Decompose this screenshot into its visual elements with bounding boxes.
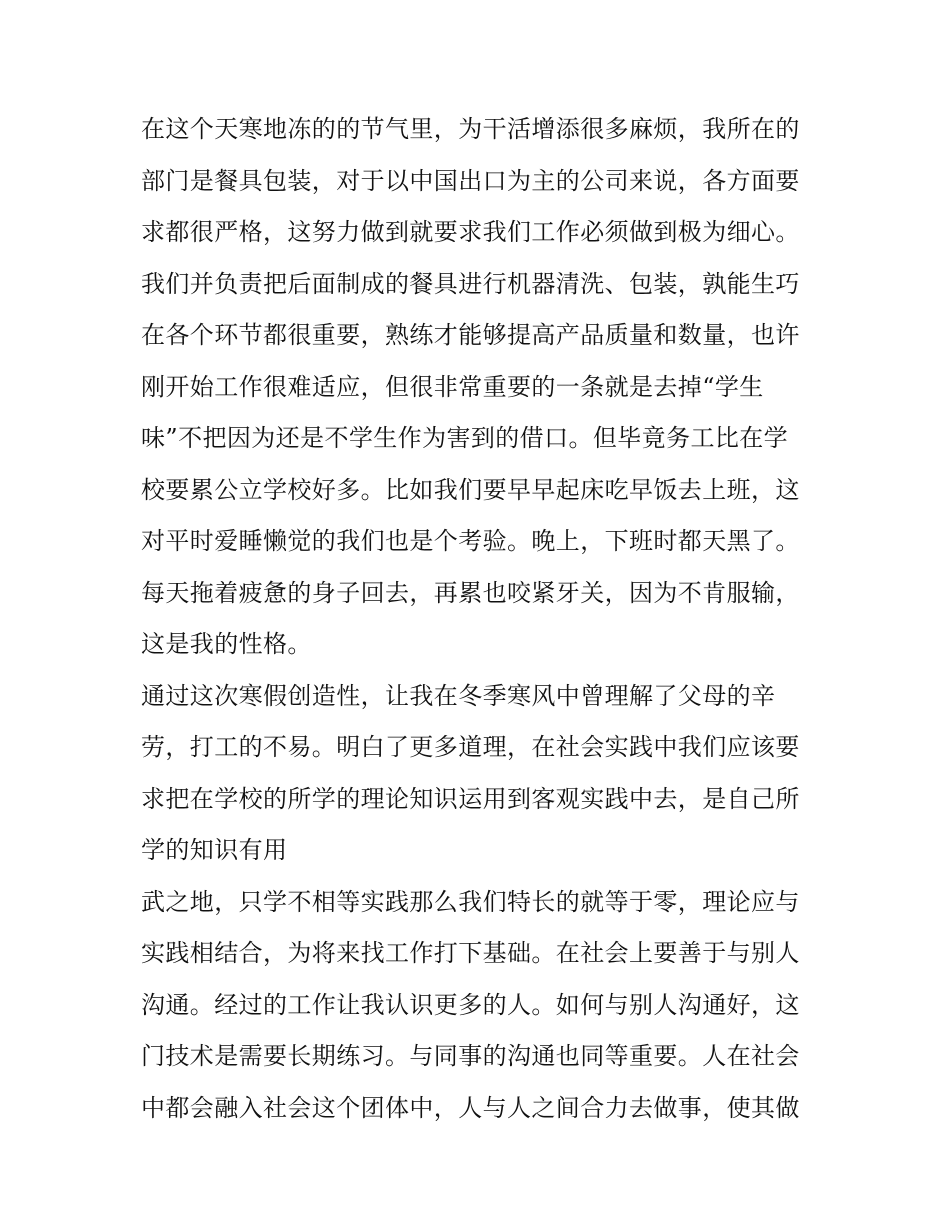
body-text: [141, 104, 821, 1134]
text-line: 刚开始工作很难适应，但很非常重要的一条就是去掉“学生: [141, 372, 764, 401]
text-line: 这是我的性格。: [141, 630, 312, 658]
text-line: 对平时爱睡懒觉的我们也是个考验。晚上，下班时都天黑了。: [141, 527, 800, 555]
text-line: 每天拖着疲惫的身子回去，再累也咬紧牙关，因为不肯服输，: [141, 578, 800, 607]
text-line: 味”不把因为还是不学生作为害到的借口。但毕竟务工比在学: [141, 424, 789, 452]
text-line: 在各个环节都很重要，熟练才能够提高产品质量和数量，也许: [141, 321, 800, 349]
text-line: 学的知识有用: [141, 836, 288, 864]
text-line: 沟通。经过的工作让我认识更多的人。如何与别人沟通好，这: [141, 990, 800, 1019]
text-line: 校要累公立学校好多。比如我们要早早起床吃早饭去上班，这: [141, 475, 800, 504]
text-line: 中都会融入社会这个团体中，人与人之间合力去做事，使其做: [141, 1093, 800, 1122]
text-line: 在这个天寒地冻的的节气里，为干活增添很多麻烦，我所在的: [141, 115, 800, 143]
text-line: 实践相结合，为将来找工作打下基础。在社会上要善于与别人: [141, 939, 800, 967]
text-line: 我们并负责把后面制成的餐具进行机器清洗、包装，孰能生巧: [141, 269, 800, 298]
text-line: 求把在学校的所学的理论知识运用到客观实践中去，是自己所: [141, 784, 800, 813]
text-line: 门技术是需要长期练习。与同事的沟通也同等重要。人在社会: [141, 1042, 800, 1070]
text-line: 通过这次寒假创造性，让我在冬季寒风中曾理解了父母的辛: [141, 681, 776, 710]
text-line: 部门是餐具包装，对于以中国出口为主的公司来说，各方面要: [141, 166, 800, 195]
text-line: 劳，打工的不易。明白了更多道理，在社会实践中我们应该要: [141, 733, 800, 761]
text-line: 求都很严格，这努力做到就要求我们工作必须做到极为细心。: [141, 218, 800, 246]
text-line: 武之地，只学不相等实践那么我们特长的就等于零，理论应与: [141, 887, 800, 916]
